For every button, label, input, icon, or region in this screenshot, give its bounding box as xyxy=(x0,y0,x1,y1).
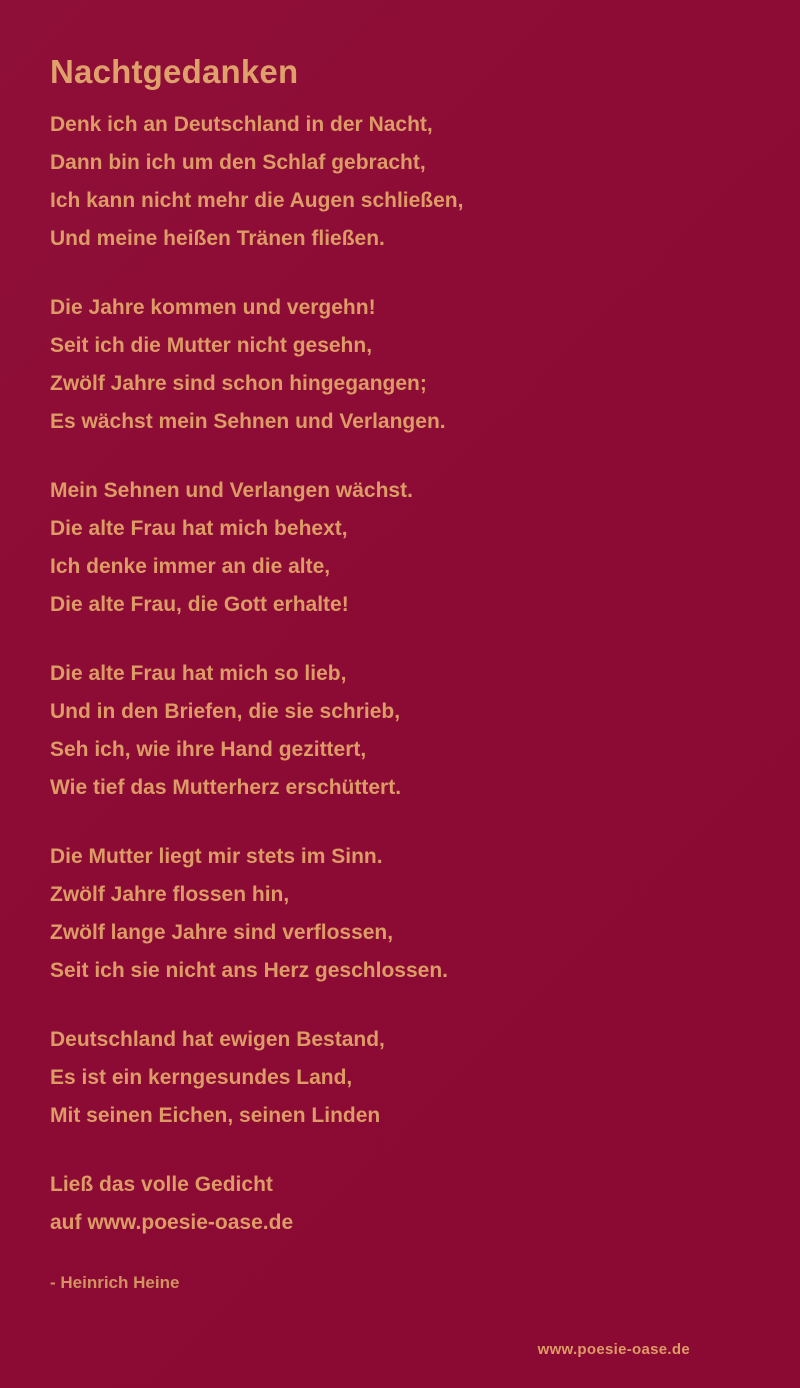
callout-line: Ließ das volle Gedicht xyxy=(50,1172,273,1196)
callout-link[interactable]: auf www.poesie-oase.de xyxy=(50,1210,294,1234)
poem-line: Seit ich die Mutter nicht gesehn, xyxy=(50,333,373,357)
poem-line: Dann bin ich um den Schlaf gebracht, xyxy=(50,150,426,174)
stanza-3 xyxy=(50,472,750,624)
poem-line: Die alte Frau hat mich so lieb, xyxy=(50,661,347,685)
poem-line: Ich denke immer an die alte, xyxy=(50,554,331,578)
stanza-4 xyxy=(50,655,750,807)
poem-line: Es wächst mein Sehnen und Verlangen. xyxy=(50,409,446,433)
poem-line: Zwölf Jahre flossen hin, xyxy=(50,882,290,906)
poem-line: Die alte Frau, die Gott erhalte! xyxy=(50,592,349,616)
poem-line: Ich kann nicht mehr die Augen schließen, xyxy=(50,188,464,212)
page-title: Nachtgedanken xyxy=(50,53,299,90)
poem-line: Und in den Briefen, die sie schrieb, xyxy=(50,699,401,723)
poem-line: Die alte Frau hat mich behext, xyxy=(50,516,348,540)
stanza-1 xyxy=(50,106,750,258)
poem-line: Deutschland hat ewigen Bestand, xyxy=(50,1027,385,1051)
poem-line: Zwölf Jahre sind schon hingegangen; xyxy=(50,371,427,395)
poem-line: Seh ich, wie ihre Hand gezittert, xyxy=(50,737,367,761)
poem-author: - Heinrich Heine xyxy=(50,1272,180,1292)
stanza-2 xyxy=(50,289,750,441)
poem-line: Mit seinen Eichen, seinen Linden xyxy=(50,1103,381,1127)
poem-line: Mein Sehnen und Verlangen wächst. xyxy=(50,478,413,502)
poem-line: Die Jahre kommen und vergehn! xyxy=(50,295,376,319)
poem-line: Zwölf lange Jahre sind verflossen, xyxy=(50,920,394,944)
stanza-5 xyxy=(50,838,750,990)
stanza-6 xyxy=(50,1021,750,1135)
poem-line: Und meine heißen Tränen fließen. xyxy=(50,226,385,250)
poem-line: Seit ich sie nicht ans Herz geschlossen. xyxy=(50,958,448,982)
poem-line: Wie tief das Mutterherz erschüttert. xyxy=(50,775,402,799)
poem-line: Die Mutter liegt mir stets im Sinn. xyxy=(50,844,383,868)
read-full-poem-callout[interactable] xyxy=(50,1166,750,1242)
poem-line: Es ist ein kerngesundes Land, xyxy=(50,1065,353,1089)
poem-line: Denk ich an Deutschland in der Nacht, xyxy=(50,112,433,136)
site-credit: www.poesie-oase.de xyxy=(537,1341,690,1358)
